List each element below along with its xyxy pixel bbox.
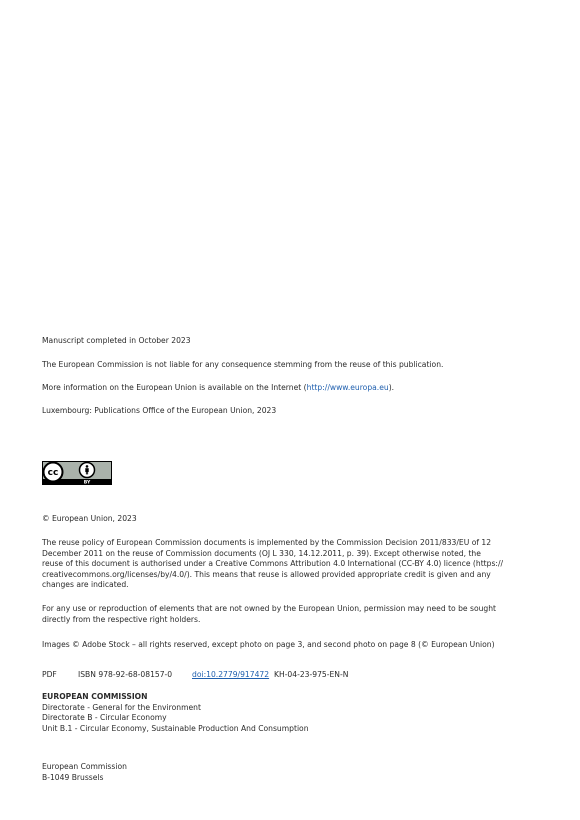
more-info-prefix: More information on the European Union is available on the Internet ( xyxy=(42,383,307,392)
cc-icon-text: cc xyxy=(47,468,59,479)
postal-address xyxy=(42,762,542,783)
reuse-policy-line: creativecommons.org/licenses/by/4.0/). This means that reuse is allowed provided appropriate credit is given and any xyxy=(42,569,491,579)
catalogue-number: KH-04-23-975-EN-N xyxy=(274,670,349,679)
author-block xyxy=(42,692,542,734)
liability-disclaimer: The European Commission is not liable for any consequence stemming from the reuse of this publication. xyxy=(42,360,444,369)
third-party-line: directly from the respective right holders. xyxy=(42,614,201,624)
reuse-policy-line: reuse of this document is authorised under a Creative Commons Attribution 4.0 International (CC-BY 4.0) licence (https:// xyxy=(42,559,504,569)
europa-link[interactable]: http://www.europa.eu xyxy=(306,383,389,392)
by-label: BY xyxy=(83,480,91,485)
organisation-name: EUROPEAN COMMISSION xyxy=(42,692,148,701)
directorate: Directorate B - Circular Economy xyxy=(42,713,167,723)
reuse-policy-line: changes are indicated. xyxy=(42,580,129,590)
unit: Unit B.1 - Circular Economy, Sustainable Production And Consumption xyxy=(42,723,309,733)
third-party-line: For any use or reproduction of elements that are not owned by the European Union, permission may need to be sought xyxy=(42,604,497,613)
format-label: PDF xyxy=(42,670,57,679)
identifiers-row xyxy=(42,670,348,681)
reuse-policy xyxy=(42,538,542,591)
cc-by-license-badge xyxy=(42,461,112,485)
address-city: B-1049 Brussels xyxy=(42,772,104,782)
copyright-line: © European Union, 2023 xyxy=(42,514,137,523)
more-info-suffix: ). xyxy=(388,383,395,392)
isbn-number: ISBN 978-92-68-08157-0 xyxy=(78,670,173,679)
publisher-line: Luxembourg: Publications Office of the European Union, 2023 xyxy=(42,406,277,415)
reuse-policy-line: The reuse policy of European Commission documents is implemented by the Commission Decision 2011/833/EU of 12 xyxy=(42,538,492,547)
address-name: European Commission xyxy=(42,762,127,771)
more-info-line xyxy=(42,383,394,394)
manuscript-date: Manuscript completed in October 2023 xyxy=(42,336,191,345)
directorate-general: Directorate - General for the Environment xyxy=(42,702,201,712)
reuse-policy-line: December 2011 on the reuse of Commission documents (OJ L 330, 14.12.2011, p. 39). Except otherwise noted, the xyxy=(42,548,481,558)
doi-link[interactable]: doi:10.2779/917472 xyxy=(192,670,270,679)
third-party-notice xyxy=(42,604,542,625)
images-credit: Images © Adobe Stock – all rights reserved, except photo on page 3, and second photo on page 8 (© European Union) xyxy=(42,640,495,649)
